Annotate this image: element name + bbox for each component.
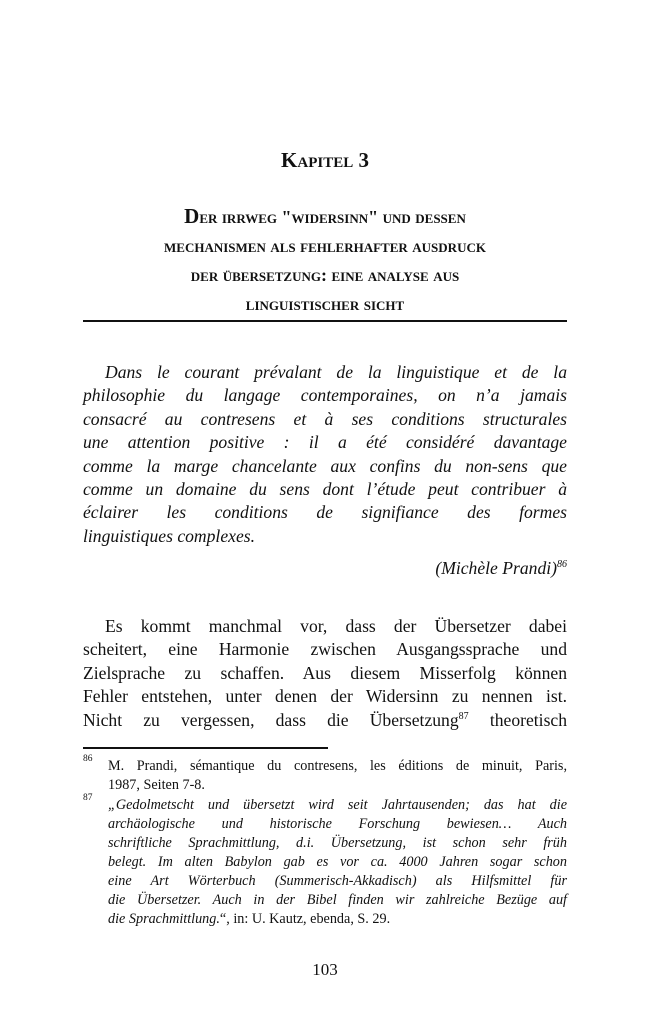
title-initial: D: [184, 204, 200, 228]
page-number: 103: [312, 960, 338, 979]
footnote-line: die Übersetzer. Auch in der Bibel finden wir zahlreiche Bezüge auf: [108, 892, 567, 908]
epigraph-attribution: [83, 556, 567, 580]
epigraph-line: éclairer les conditions de signifiance des formes: [83, 502, 567, 523]
footnote-line: M. Prandi, sémantique du contresens, les éditions de minuit, Paris,: [108, 758, 567, 774]
epigraph: [83, 361, 567, 548]
chapter-title: [83, 202, 567, 319]
footnote-87: [83, 793, 567, 929]
chapter-label: Kapitel 3: [281, 148, 369, 172]
footnote-line: eine Art Wörterbuch (Summerisch-Akkadisch) als Hilfsmittel für: [108, 873, 567, 889]
title-line-3: der übersetzung: eine analyse aus: [190, 265, 460, 285]
footnote-line: [108, 910, 567, 929]
footnote-rule: [83, 747, 328, 749]
epigraph-line: philosophie du langage contemporaines, on n’a jamais: [83, 385, 567, 406]
body-paragraph: [83, 615, 567, 732]
title-rule: [83, 320, 567, 322]
body-line: scheitert, eine Harmonie zwischen Ausgangssprache und: [83, 639, 567, 660]
footnote-ref[interactable]: 87: [458, 710, 469, 722]
epigraph-line: comme un domaine du sens dont l’étude peut contribuer à: [83, 478, 567, 499]
footnote-line: belegt. Im alten Babylon gab es vor ca. 4000 Jahren sogar schon: [108, 854, 567, 870]
epigraph-line: Dans le courant prévalant de la linguistique et de la: [105, 362, 567, 382]
body-line-text: theoretisch: [489, 709, 568, 730]
body-line: Fehler entstehen, unter denen der Widersinn zu nennen ist.: [83, 686, 567, 707]
title-line-1: [83, 202, 567, 232]
body-line: Es kommt manchmal vor, dass der Übersetzer dabei: [105, 616, 567, 636]
title-line-4: linguistischer sicht: [245, 294, 405, 314]
body-line: Zielsprache zu schaffen. Aus diesem Misserfolg können: [83, 662, 567, 683]
epigraph-line: consacré au contresens et à ses conditions structurales: [83, 408, 567, 429]
title-line-2: mechanismen als fehlerhafter ausdruck: [164, 236, 486, 256]
body-line-text: Nicht zu vergessen, dass die Übersetzung: [83, 709, 459, 730]
footnote-line: schriftliche Sprachmittlung, d.i. Übersetzung, ist schon sehr früh: [108, 835, 567, 851]
title-line-1-text: er irrweg "widersinn" und dessen: [199, 207, 466, 227]
attribution-text: (Michèle Prandi): [435, 558, 557, 578]
footnote-italic: die Sprachmittlung.: [108, 911, 220, 927]
footnote-number: 87: [83, 793, 93, 803]
footnote-86: [83, 754, 567, 795]
footnote-line: archäologische und historische Forschung bewiesen… Auch: [108, 816, 567, 832]
epigraph-line: linguistiques complexes.: [83, 525, 255, 546]
epigraph-line: comme la marge chancelante aux confins du non-sens que: [83, 455, 567, 476]
footnote-line: 1987, Seiten 7-8.: [108, 777, 205, 793]
body-line: [83, 709, 567, 732]
footnote-ref[interactable]: 86: [557, 559, 567, 570]
epigraph-line: une attention positive : il a été considéré davantage: [83, 432, 567, 453]
footnote-number: 86: [83, 754, 93, 764]
footnote-line: „Gedolmetscht und übersetzt wird seit Jahrtausenden; das hat die: [108, 797, 567, 813]
footnote-source: “, in: U. Kautz, ebenda, S. 29.: [219, 911, 391, 927]
